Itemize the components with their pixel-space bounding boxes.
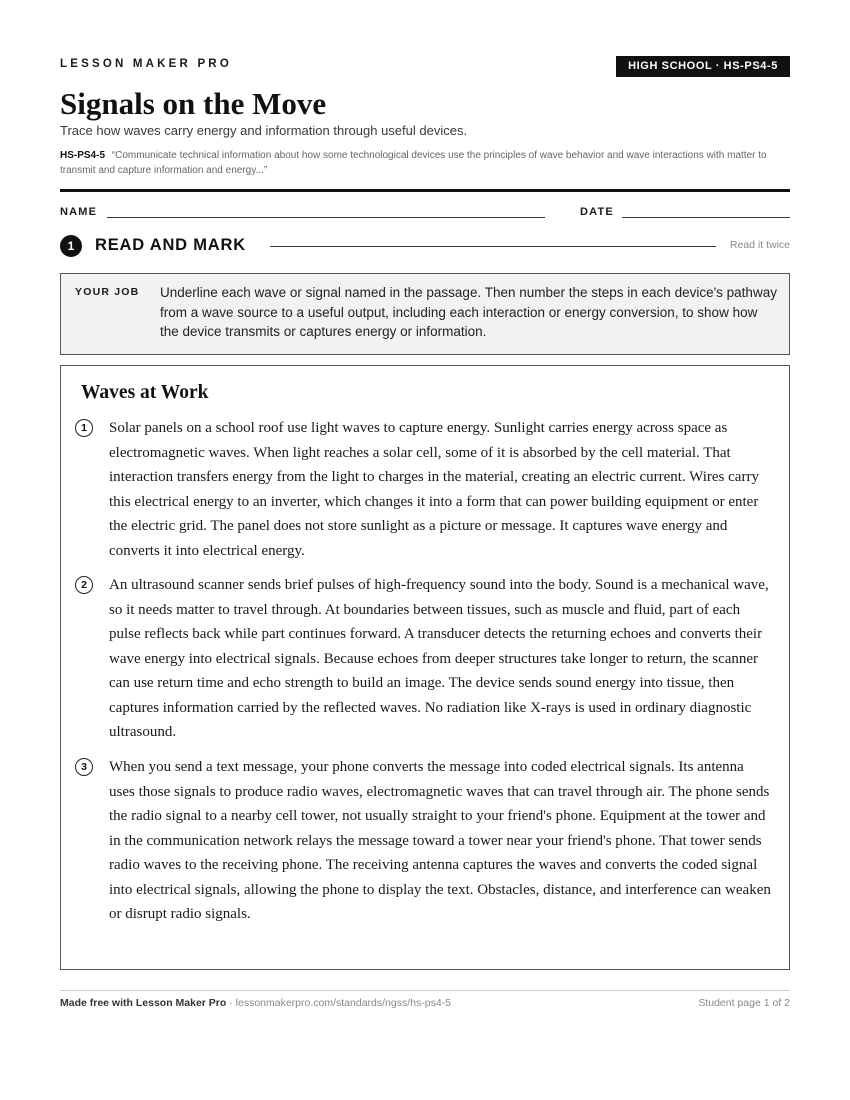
brand-name: LESSON MAKER PRO (60, 58, 232, 70)
footer-url[interactable]: · lessonmakerpro.com/standards/ngss/hs-ps4-5 (226, 997, 451, 1009)
footer-made-with: Made free with Lesson Maker Pro (60, 997, 227, 1009)
student-info-row (60, 206, 790, 220)
passage-title: Waves at Work (81, 382, 209, 403)
section-title: READ AND MARK (95, 236, 246, 254)
standard-text: “Communicate technical information about how some technological devices use the principles of wave behavior and wave interactions with matter to transmit and capture information and energy...” (60, 150, 767, 176)
paragraph-text: When you send a text message, your phone converts the message into coded electrical signals. Its antenna uses those signals to produce radio waves, electromagnetic waves that can travel through air. The phone sends the radio signal to a nearby cell tower, not usually straight to your friend's phone. Equipment at the tower and in the communication network relays the message toward a tower near your friend's phone. That tower sends radio waves to the receiving phone. The receiving antenna captures the waves and converts the coded signal into electrical signals, allowing the phone to display the text. Obstacles, distance, and interference can weaken or disrupt radio signals. (109, 759, 771, 922)
reading-passage (60, 365, 790, 970)
instructions-label: YOUR JOB (75, 286, 140, 298)
paragraph-number: 3 (75, 758, 93, 776)
date-line[interactable] (622, 217, 790, 218)
section-header (60, 235, 790, 257)
standard-statement (60, 148, 790, 178)
page-subtitle: Trace how waves carry energy and information through useful devices. (60, 123, 468, 138)
page-title: Signals on the Move (60, 86, 327, 121)
section-note: Read it twice (729, 239, 790, 251)
date-label: DATE (580, 206, 614, 218)
header-divider (60, 189, 790, 192)
footer (60, 997, 790, 1009)
name-label: NAME (60, 206, 98, 218)
instructions-box (60, 273, 790, 355)
section-rule (270, 246, 716, 247)
name-line[interactable] (107, 217, 545, 218)
paragraph-text: Solar panels on a school roof use light waves to capture energy. Sunlight carries energy across space as electromagnetic waves. When light reaches a solar cell, some of it is absorbed by the cell material. That interaction transfers energy from the light to charges in the material, creating an electric current. Wires carry this electrical energy to an inverter, which changes it into a form that can power building equipment or enter the electric grid. The panel does not store sunlight as a picture or message. It captures wave energy and converts it into electrical energy. (109, 420, 759, 559)
top-bar (60, 56, 790, 78)
footer-page-number: Student page 1 of 2 (698, 997, 790, 1009)
standard-code: HS-PS4-5 (60, 150, 106, 161)
grade-standard-badge: HIGH SCHOOL · HS-PS4-5 (616, 56, 790, 77)
footer-divider (60, 990, 790, 991)
paragraph-text: An ultrasound scanner sends brief pulses of high-frequency sound into the body. Sound is a mechanical wave, so it needs matter to travel through. At boundaries between tissues, such as muscle and fluid, part of each pulse reflects back while part continues forward. A transducer detects the returning echoes and converts their wave energy into electrical signals. Because echoes from deeper structures take longer to return, the scanner can use return time and echo strength to build an image. The device sends sound energy into tissue, then captures information carried by the reflected waves. No radiation like X-rays is used in ordinary diagnostic ultrasound. (109, 577, 769, 740)
section-number-badge: 1 (60, 235, 82, 257)
instructions-text: Underline each wave or signal named in the passage. Then number the steps in each device's pathway from a wave source to a useful output, including each interaction or energy conversion, to show how the device transmits or captures energy or information. (160, 285, 777, 339)
paragraph-number: 1 (75, 419, 93, 437)
paragraph-number: 2 (75, 576, 93, 594)
